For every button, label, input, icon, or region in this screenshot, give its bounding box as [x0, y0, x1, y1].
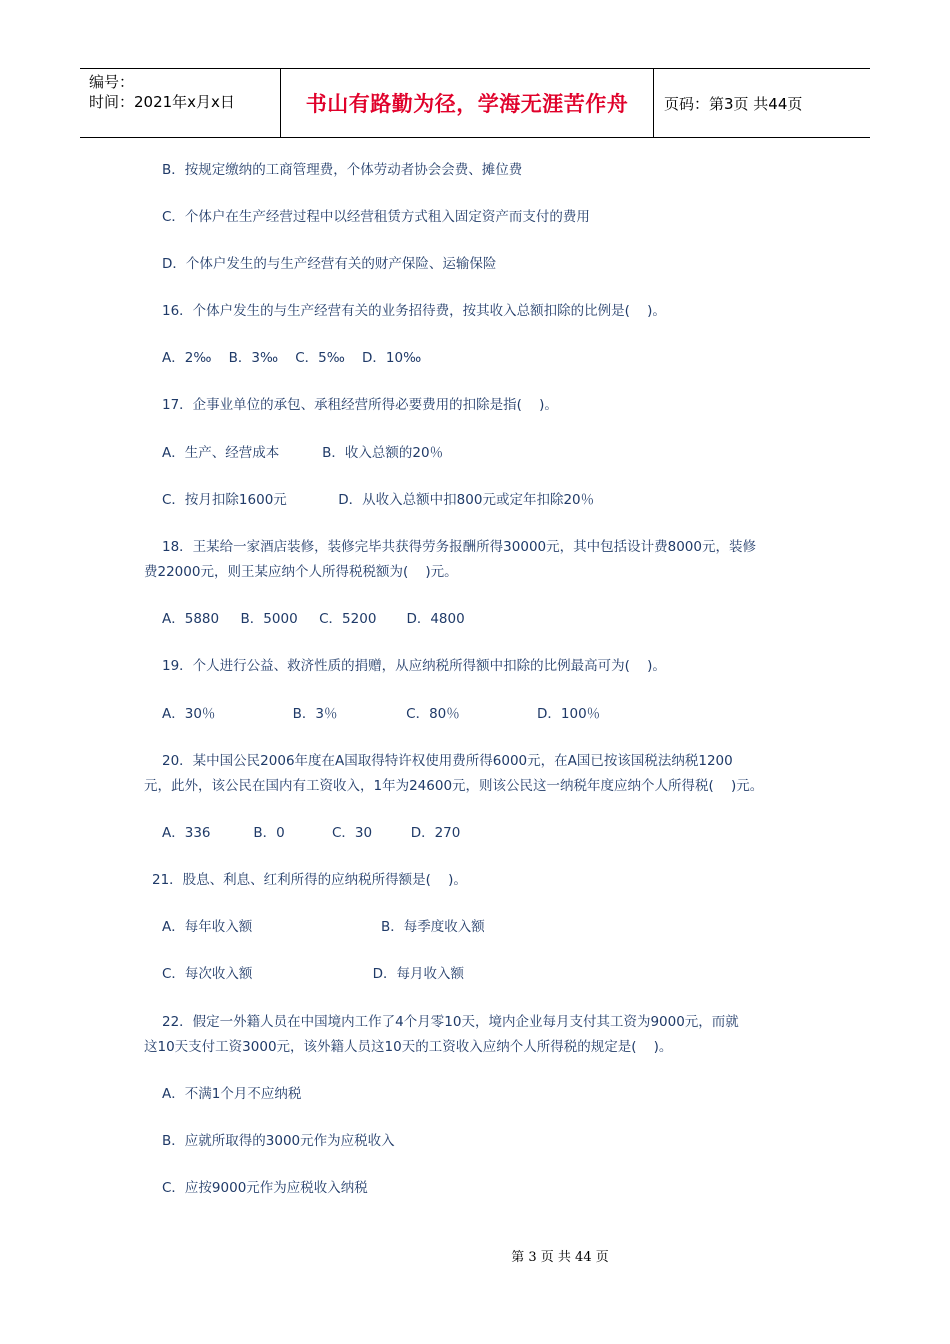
option-line: C．应按9000元作为应税收入纳税 — [162, 1180, 368, 1196]
option-line: A．5880 B．5000 C．5200 D．4800 — [162, 611, 465, 627]
option-line: D．个体户发生的与生产经营有关的财产保险、运输保险 — [162, 256, 497, 272]
code-label: 编号： — [89, 73, 135, 91]
question-line: 元，此外，该公民在国内有工资收入，1年为24600元，则该公民这一纳税年度应纳个人所得税( )元。 — [144, 778, 764, 794]
option-line: A．生产、经营成本 B．收入总额的20％ — [162, 445, 444, 461]
option-line: A．30％ B．3％ C．80％ D．100％ — [162, 706, 601, 722]
option-line: C．按月扣除1600元 D．从收入总额中扣800元或定年扣除20％ — [162, 492, 595, 508]
option-line: C．每次收入额 D．每月收入额 — [162, 966, 464, 982]
header-meta — [80, 69, 281, 137]
option-line: A．每年收入额 B．每季度收入额 — [162, 919, 485, 935]
question-line: 17．企事业单位的承包、承租经营所得必要费用的扣除是指( )。 — [162, 397, 558, 413]
option-line: A．2‰ B．3‰ C．5‰ D．10‰ — [162, 350, 422, 366]
question-line: 费22000元，则王某应纳个人所得税税额为( )元。 — [144, 564, 458, 580]
option-line: A．336 B．0 C．30 D．270 — [162, 825, 461, 841]
question-line: 19．个人进行公益、救济性质的捐赠，从应纳税所得额中扣除的比例最高可为( )。 — [162, 658, 666, 674]
question-line: 18．王某给一家酒店装修，装修完毕共获得劳务报酬所得30000元，其中包括设计费8000元，装修 — [162, 539, 756, 555]
question-line: 16．个体户发生的与生产经营有关的业务招待费，按其收入总额扣除的比例是( )。 — [162, 303, 666, 319]
option-line: A．不满1个月不应纳税 — [162, 1086, 302, 1102]
question-line: 这10天支付工资3000元，该外籍人员这10天的工资收入应纳个人所得税的规定是( )。 — [144, 1039, 673, 1055]
page-footer: 第 3 页 共 44 页 — [511, 1250, 609, 1265]
page-header — [80, 68, 870, 138]
header-page-cell — [654, 69, 870, 137]
option-line: B．应就所取得的3000元作为应税收入 — [162, 1133, 395, 1149]
page-code: 页码：第3页 共44页 — [664, 94, 803, 113]
option-line: C．个体户在生产经营过程中以经营租赁方式租入固定资产而支付的费用 — [162, 209, 590, 225]
question-line: 22．假定一外籍人员在中国境内工作了4个月零10天，境内企业每月支付其工资为9000元，而就 — [162, 1014, 739, 1030]
motto-text: 书山有路勤为径，学海无涯苦作舟 — [305, 92, 629, 116]
option-line: B．按规定缴纳的工商管理费，个体劳动者协会会费、摊位费 — [162, 162, 523, 178]
time-label: 时间：2021年x月x日 — [89, 93, 235, 111]
question-line: 20．某中国公民2006年度在A国取得特许权使用费所得6000元，在A国已按该国税法纳税1200 — [162, 753, 733, 769]
header-motto-cell — [281, 69, 654, 137]
question-line: 21．股息、利息、红利所得的应纳税所得额是( )。 — [152, 872, 467, 888]
